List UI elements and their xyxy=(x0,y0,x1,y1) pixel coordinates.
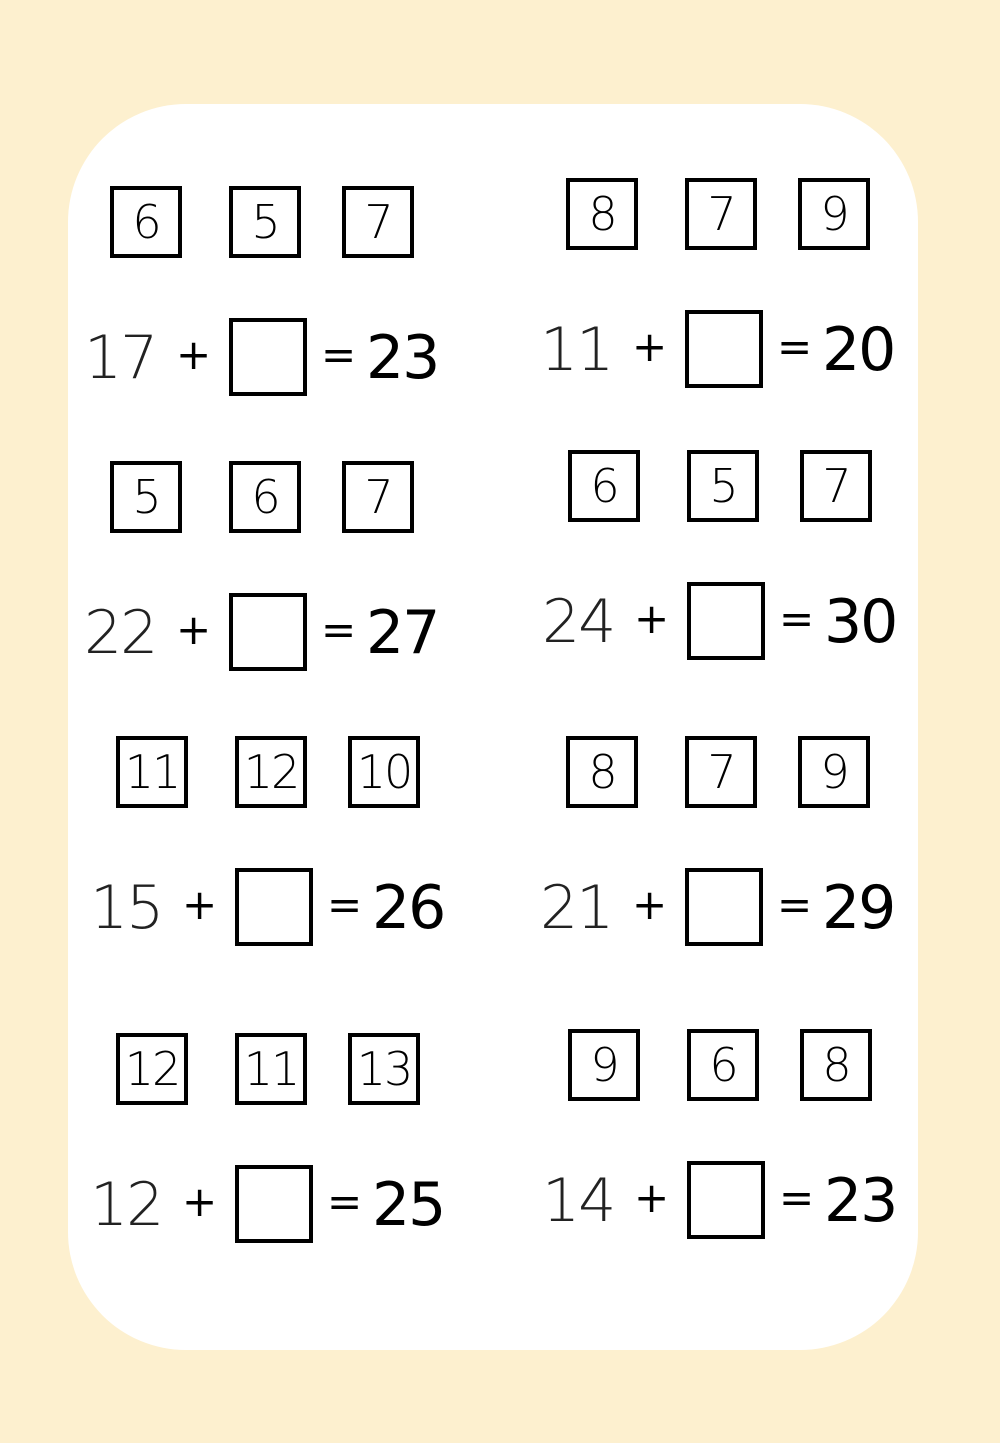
plus-sign: + xyxy=(176,605,212,654)
answer-drop-box[interactable] xyxy=(229,593,307,671)
answer-option[interactable]: 5 xyxy=(229,186,301,258)
equals-sign: = xyxy=(327,1177,363,1226)
answer-option[interactable]: 12 xyxy=(235,736,307,808)
sum: 29 xyxy=(822,873,895,943)
answer-drop-box[interactable] xyxy=(685,868,763,946)
equals-sign: = xyxy=(321,330,357,379)
answer-option[interactable]: 8 xyxy=(800,1029,872,1101)
addend: 22 xyxy=(84,598,157,668)
plus-sign: + xyxy=(182,880,218,929)
answer-option[interactable]: 9 xyxy=(568,1029,640,1101)
equals-sign: = xyxy=(779,1173,815,1222)
answer-option[interactable]: 6 xyxy=(110,186,182,258)
answer-drop-box[interactable] xyxy=(235,868,313,946)
answer-option[interactable]: 7 xyxy=(342,461,414,533)
sum: 26 xyxy=(372,873,445,943)
sum: 23 xyxy=(824,1166,897,1236)
answer-option[interactable]: 11 xyxy=(116,736,188,808)
plus-sign: + xyxy=(182,1177,218,1226)
addend: 14 xyxy=(542,1166,615,1236)
answer-option[interactable]: 7 xyxy=(685,178,757,250)
addend: 11 xyxy=(540,315,613,385)
sum: 30 xyxy=(824,587,897,657)
answer-option[interactable]: 5 xyxy=(687,450,759,522)
equals-sign: = xyxy=(779,594,815,643)
answer-option[interactable]: 6 xyxy=(687,1029,759,1101)
addend: 15 xyxy=(90,873,163,943)
worksheet-card xyxy=(68,104,918,1350)
addend: 24 xyxy=(542,587,615,657)
plus-sign: + xyxy=(634,594,670,643)
addend: 12 xyxy=(90,1170,163,1240)
answer-drop-box[interactable] xyxy=(685,310,763,388)
plus-sign: + xyxy=(632,880,668,929)
sum: 23 xyxy=(366,323,439,393)
answer-option[interactable]: 7 xyxy=(342,186,414,258)
sum: 20 xyxy=(822,315,895,385)
answer-option[interactable]: 13 xyxy=(348,1033,420,1105)
sum: 27 xyxy=(366,598,439,668)
equals-sign: = xyxy=(321,605,357,654)
answer-option[interactable]: 7 xyxy=(685,736,757,808)
answer-option[interactable]: 5 xyxy=(110,461,182,533)
equals-sign: = xyxy=(777,880,813,929)
plus-sign: + xyxy=(632,322,668,371)
answer-drop-box[interactable] xyxy=(687,1161,765,1239)
addend: 21 xyxy=(540,873,613,943)
answer-option[interactable]: 8 xyxy=(566,178,638,250)
answer-option[interactable]: 11 xyxy=(235,1033,307,1105)
answer-option[interactable]: 7 xyxy=(800,450,872,522)
answer-option[interactable]: 9 xyxy=(798,178,870,250)
answer-option[interactable]: 10 xyxy=(348,736,420,808)
equals-sign: = xyxy=(777,322,813,371)
equals-sign: = xyxy=(327,880,363,929)
answer-option[interactable]: 6 xyxy=(229,461,301,533)
plus-sign: + xyxy=(176,330,212,379)
answer-option[interactable]: 6 xyxy=(568,450,640,522)
answer-drop-box[interactable] xyxy=(687,582,765,660)
addend: 17 xyxy=(84,323,157,393)
answer-drop-box[interactable] xyxy=(235,1165,313,1243)
answer-option[interactable]: 12 xyxy=(116,1033,188,1105)
answer-option[interactable]: 9 xyxy=(798,736,870,808)
answer-option[interactable]: 8 xyxy=(566,736,638,808)
answer-drop-box[interactable] xyxy=(229,318,307,396)
plus-sign: + xyxy=(634,1173,670,1222)
sum: 25 xyxy=(372,1170,445,1240)
